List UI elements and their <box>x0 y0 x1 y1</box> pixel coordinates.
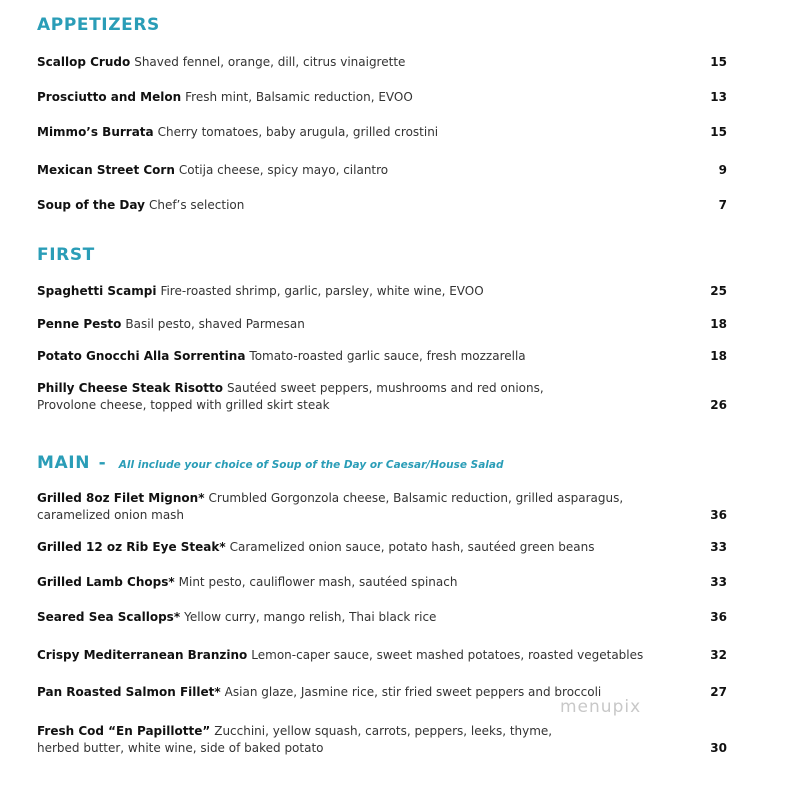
item-price: 15 <box>710 55 727 69</box>
item-name: Potato Gnocchi Alla Sorrentina <box>37 349 246 363</box>
item-name: Pan Roasted Salmon Fillet* <box>37 685 221 699</box>
item-price: 13 <box>710 90 727 104</box>
menu-item <box>37 54 727 71</box>
item-price: 26 <box>710 398 727 412</box>
item-price: 9 <box>718 163 727 177</box>
main-dash: - <box>98 453 107 473</box>
menu-item <box>37 609 727 626</box>
menu-item <box>37 574 727 591</box>
section-heading-appetizers: APPETIZERS <box>37 15 160 35</box>
item-name: Scallop Crudo <box>37 55 131 69</box>
item-name: Penne Pesto <box>37 317 122 331</box>
item-name: Soup of the Day <box>37 198 145 212</box>
item-name: Spaghetti Scampi <box>37 284 157 298</box>
item-price: 36 <box>710 508 727 522</box>
menu-item <box>37 539 727 556</box>
item-price: 7 <box>718 198 727 212</box>
item-description: Chef’s selection <box>148 198 245 212</box>
item-name: Seared Sea Scallops* <box>37 610 181 624</box>
item-description: Zucchini, yellow squash, carrots, peppers, leeks, thyme, herbed butter, white wine, side of baked potato <box>37 724 553 755</box>
main-note: All include your choice of Soup of the Day or Caesar/House Salad <box>118 459 504 471</box>
menu-item <box>37 124 727 141</box>
item-name: Philly Cheese Steak Risotto <box>37 381 223 395</box>
item-name: Grilled 12 oz Rib Eye Steak* <box>37 540 226 554</box>
item-description: Fresh mint, Balsamic reduction, EVOO <box>185 90 413 104</box>
menu-item <box>37 490 727 524</box>
menu-item <box>37 316 727 333</box>
menu-item <box>37 283 727 300</box>
item-description: Basil pesto, shaved Parmesan <box>125 317 305 331</box>
menu-item <box>37 348 727 365</box>
item-description: Lemon-caper sauce, sweet mashed potatoes, roasted vegetables <box>251 648 644 662</box>
item-description: Cotija cheese, spicy mayo, cilantro <box>178 163 389 177</box>
section-heading-main <box>37 453 503 473</box>
watermark: menupix <box>560 697 642 717</box>
item-name: Prosciutto and Melon <box>37 90 182 104</box>
menu-item <box>37 197 727 214</box>
item-name: Mexican Street Corn <box>37 163 175 177</box>
item-price: 33 <box>710 575 727 589</box>
item-price: 18 <box>710 317 727 331</box>
menu-item <box>37 162 727 179</box>
item-description: Asian glaze, Jasmine rice, stir fried sweet peppers and broccoli <box>224 685 602 699</box>
item-price: 36 <box>710 610 727 624</box>
section-heading-first: FIRST <box>37 245 95 265</box>
menu-item <box>37 723 727 757</box>
item-description: Shaved fennel, orange, dill, citrus vinaigrette <box>134 55 406 69</box>
item-name: Fresh Cod “En Papillotte” <box>37 724 211 738</box>
item-price: 33 <box>710 540 727 554</box>
item-description: Crumbled Gorgonzola cheese, Balsamic reduction, grilled asparagus, caramelized onion mash <box>37 491 624 522</box>
item-description: Mint pesto, cauliflower mash, sautéed spinach <box>178 575 458 589</box>
item-name: Grilled Lamb Chops* <box>37 575 175 589</box>
menu-item <box>37 380 727 414</box>
item-description: Caramelized onion sauce, potato hash, sautéed green beans <box>229 540 595 554</box>
item-name: Crispy Mediterranean Branzino <box>37 648 248 662</box>
item-price: 15 <box>710 125 727 139</box>
item-description: Tomato-roasted garlic sauce, fresh mozzarella <box>249 349 526 363</box>
item-price: 32 <box>710 648 727 662</box>
menu-item <box>37 89 727 106</box>
item-price: 30 <box>710 741 727 755</box>
item-description: Yellow curry, mango relish, Thai black rice <box>184 610 437 624</box>
menu-item <box>37 647 727 664</box>
item-description: Sautéed sweet peppers, mushrooms and red onions, Provolone cheese, topped with grilled skirt steak <box>37 381 544 412</box>
item-name: Mimmo’s Burrata <box>37 125 154 139</box>
item-price: 18 <box>710 349 727 363</box>
item-name: Grilled 8oz Filet Mignon* <box>37 491 205 505</box>
item-description: Fire-roasted shrimp, garlic, parsley, white wine, EVOO <box>160 284 484 298</box>
item-price: 25 <box>710 284 727 298</box>
item-description: Cherry tomatoes, baby arugula, grilled crostini <box>157 125 439 139</box>
item-price: 27 <box>710 685 727 699</box>
main-title: MAIN <box>37 453 91 473</box>
